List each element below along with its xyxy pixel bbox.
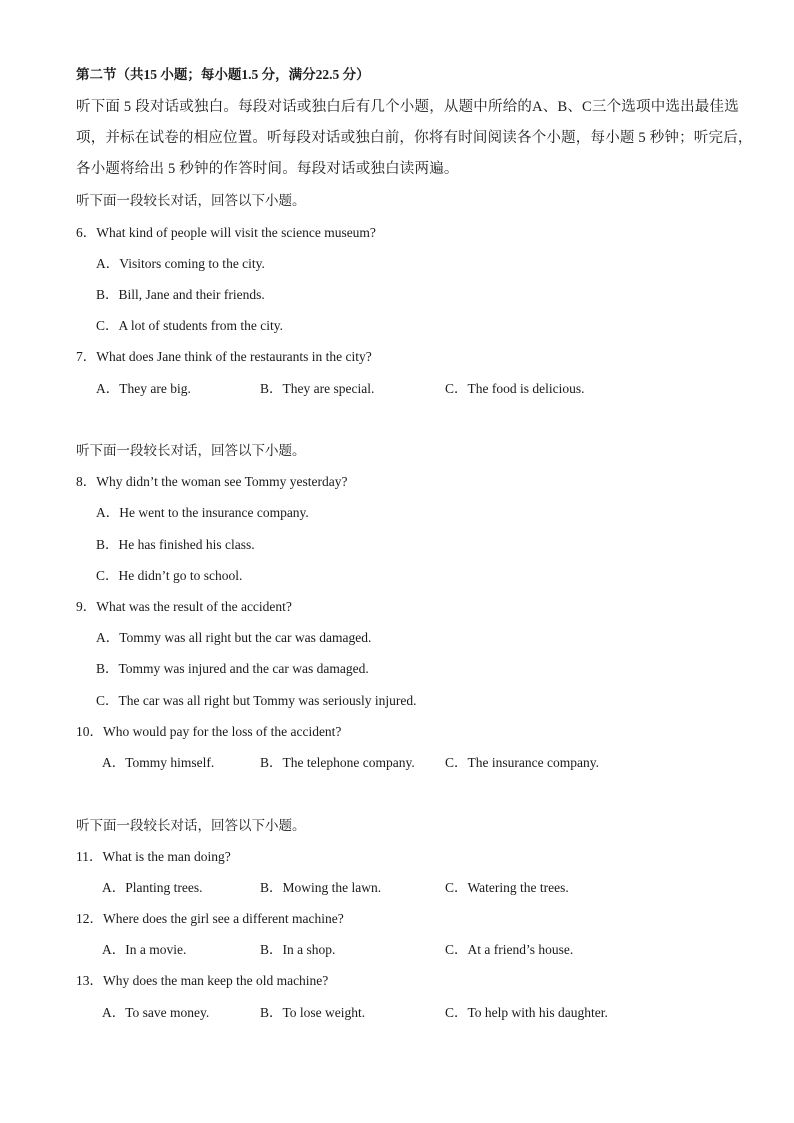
question-9-option-b: B．Tommy was injured and the car was damaged. [96,661,369,676]
question-12-option-c: C．At a friend’s house. [445,942,574,957]
question-13: 13．Why does the man keep the old machine? [76,973,329,988]
instructions-line-3: 各小题将给出 5 秒钟的作答时间。每段对话或独白读两遍。 [76,161,459,177]
question-9-option-a: A．Tommy was all right but the car was damaged. [96,630,372,645]
question-11-option-b: B．Mowing the lawn. [260,880,382,895]
question-11-option-a: A．Planting trees. [102,880,203,895]
question-8: 8．Why didn’t the woman see Tommy yesterday? [76,474,348,489]
instructions-line-2: 项，并标在试卷的相应位置。听每段对话或独白前，你将有时间阅读各个小题，每小题 5 秒钟；听完后， [76,130,753,146]
group-intro: 听下面一段较长对话，回答以下小题。 [76,818,306,833]
question-11-option-c: C．Watering the trees. [445,880,569,895]
question-12: 12．Where does the girl see a different machine? [76,911,344,926]
question-10-option-c: C．The insurance company. [445,755,599,770]
question-8-option-a: A．He went to the insurance company. [96,505,309,520]
question-13-option-b: B．To lose weight. [260,1005,366,1020]
question-10-option-b: B．The telephone company. [260,755,415,770]
question-11: 11．What is the man doing? [76,849,231,864]
question-8-option-b: B．He has finished his class. [96,537,255,552]
question-6-option-b: B．Bill, Jane and their friends. [96,287,265,302]
question-12-option-a: A．In a movie. [102,942,187,957]
question-7-option-c: C．The food is delicious. [445,381,585,396]
question-10-option-a: A．Tommy himself. [102,755,215,770]
question-6-option-a: A．Visitors coming to the city. [96,256,265,271]
section-title: 第二节（共15 小题；每小题1.5 分，满分22.5 分） [76,67,370,82]
question-6: 6．What kind of people will visit the science museum? [76,225,376,240]
group-intro: 听下面一段较长对话，回答以下小题。 [76,193,306,208]
question-6-option-c: C．A lot of students from the city. [96,318,283,333]
question-9: 9．What was the result of the accident? [76,599,292,614]
group-intro: 听下面一段较长对话，回答以下小题。 [76,443,306,458]
question-7: 7．What does Jane think of the restaurants in the city? [76,349,372,364]
question-13-option-c: C．To help with his daughter. [445,1005,608,1020]
question-7-option-a: A．They are big. [96,381,191,396]
question-13-option-a: A．To save money. [102,1005,210,1020]
question-8-option-c: C．He didn’t go to school. [96,568,243,583]
question-9-option-c: C．The car was all right but Tommy was seriously injured. [96,693,417,708]
question-7-option-b: B．They are special. [260,381,375,396]
instructions-line-1: 听下面 5 段对话或独白。每段对话或独白后有几个小题，从题中所给的A、B、C三个选项中选出最佳选 [76,99,739,115]
question-12-option-b: B．In a shop. [260,942,336,957]
question-10: 10．Who would pay for the loss of the accident? [76,724,342,739]
